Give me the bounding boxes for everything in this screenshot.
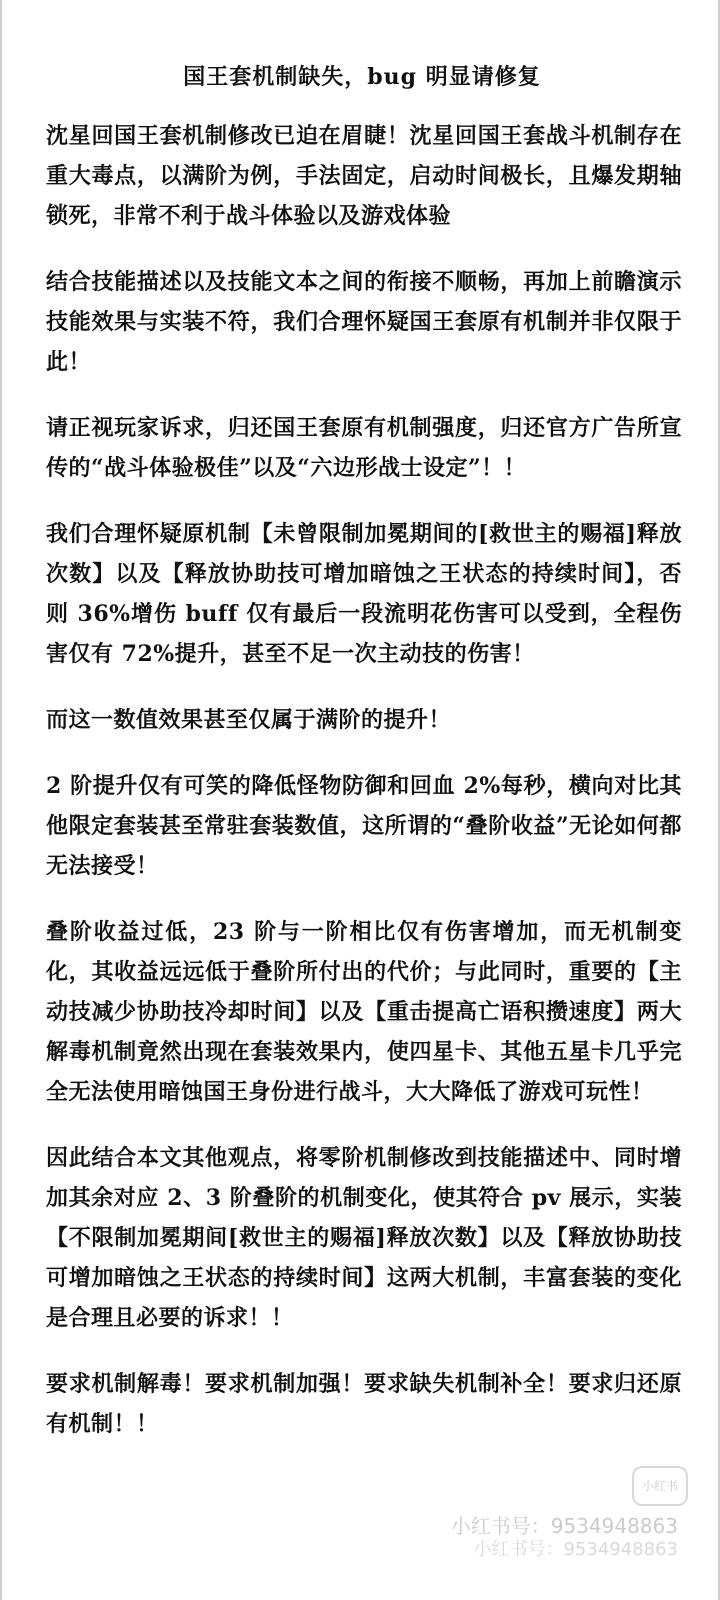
paragraph-8: 因此结合本文其他观点，将零阶机制修改到技能描述中、同时增加其余对应 2、3 阶叠阶的机制变化，使其符合 pv 展示，实装【不限制加冕期间[救世主的赐福]释放次数】以及【释放协助技可增加暗蚀之王状态的持续时间】这两大机制，丰富套装的变化是合理且必要的诉求！！: [46, 1145, 682, 1331]
watermark-line-2: 小红书号：9534948863: [473, 1539, 678, 1560]
paragraph-6: 2 阶提升仅有可笑的降低怪物防御和回血 2%每秒，横向对比其他限定套装甚至常驻套装数值，这所谓的“叠阶收益”无论如何都无法接受！: [46, 773, 682, 879]
paragraph-5: 而这一数值效果甚至仅属于满阶的提升！: [46, 707, 452, 733]
paragraph-9: 要求机制解毒！要求机制加强！要求缺失机制补全！要求归还原有机制！！: [46, 1371, 682, 1437]
watermark: [451, 1514, 678, 1562]
document-title: 国王套机制缺失，bug 明显请修复: [183, 64, 541, 90]
paragraph-4: 我们合理怀疑原机制【未曾限制加冕期间的[救世主的赐福]释放次数】以及【释放协助技可增加暗蚀之王状态的持续时间】，否则 36%增伤 buff 仅有最后一段流明花伤害可以受到，全程伤害仅有 72%提升，甚至不足一次主动技的伤害！: [46, 521, 682, 667]
watermark-logo: 小红书: [632, 1466, 688, 1506]
document-body: [46, 116, 682, 1470]
paragraph-1: 沈星回国王套机制修改已迫在眉睫！沈星回国王套战斗机制存在重大毒点，以满阶为例，手法固定，启动时间极长，且爆发期轴锁死，非常不利于战斗体验以及游戏体验: [46, 123, 682, 229]
watermark-line-1: 小红书号：9534948863: [450, 1514, 678, 1538]
paragraph-3: 请正视玩家诉求，归还国王套原有机制强度，归还官方广告所宣传的“战斗体验极佳”以及“六边形战士设定”！！: [46, 415, 682, 481]
paragraph-7: 叠阶收益过低，23 阶与一阶相比仅有伤害增加，而无机制变化，其收益远远低于叠阶所付出的代价；与此同时，重要的【主动技减少协助技冷却时间】以及【重击提高亡语积攒速度】两大解毒机制竟然出现在套装效果内，使四星卡、其他五星卡几乎完全无法使用暗蚀国王身份进行战斗，大大降低了游戏可玩性！: [46, 919, 682, 1105]
paragraph-2: 结合技能描述以及技能文本之间的衔接不顺畅，再加上前瞻演示技能效果与实装不符，我们合理怀疑国王套原有机制并非仅限于此！: [46, 269, 682, 375]
